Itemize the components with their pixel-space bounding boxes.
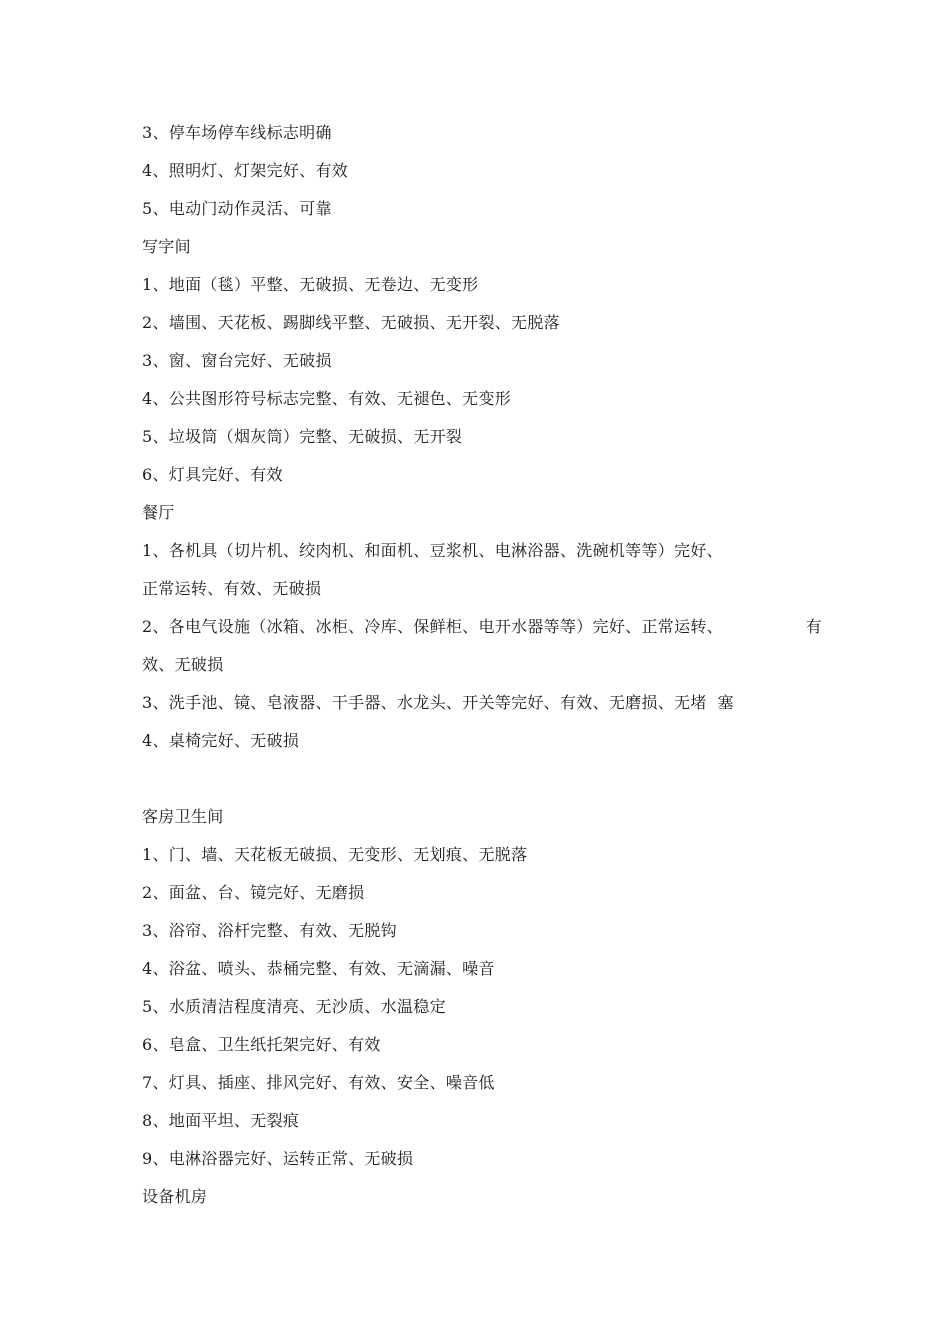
text-line-justified <box>142 608 822 646</box>
text-line: 4、照明灯、灯架完好、有效 <box>142 161 349 180</box>
text-line: 8、地面平坦、无裂痕 <box>142 1111 300 1130</box>
text-line-part: 有 <box>805 617 822 636</box>
text-line: 2、墙围、天花板、踢脚线平整、无破损、无开裂、无脱落 <box>142 313 560 332</box>
text-line: 9、电淋浴器完好、运转正常、无破损 <box>142 1149 414 1168</box>
section-heading-dining: 餐厅 <box>142 503 175 522</box>
text-line: 1、各机具（切片机、绞肉机、和面机、豆浆机、电淋浴器、洗碗机等等）完好、 <box>142 541 723 560</box>
text-line: 1、门、墙、天花板无破损、无变形、无划痕、无脱落 <box>142 845 528 864</box>
document-page <box>142 114 822 1216</box>
text-line: 3、洗手池、镜、皂液器、干手器、水龙头、开关等完好、有效、无磨损、无堵 塞 <box>142 693 734 712</box>
section-heading-guest-bathroom: 客房卫生间 <box>142 807 224 826</box>
text-line-part: 2、各电气设施（冰箱、冰柜、冷库、保鲜柜、电开水器等等）完好、正常运转、 <box>142 617 723 636</box>
text-line: 正常运转、有效、无破损 <box>142 579 322 598</box>
text-line: 效、无破损 <box>142 655 224 674</box>
text-line: 4、公共图形符号标志完整、有效、无褪色、无变形 <box>142 389 512 408</box>
text-line: 4、浴盆、喷头、恭桶完整、有效、无滴漏、噪音 <box>142 959 495 978</box>
section-heading-equipment-room: 设备机房 <box>142 1187 208 1206</box>
text-line: 5、垃圾筒（烟灰筒）完整、无破损、无开裂 <box>142 427 463 446</box>
text-line: 5、水质清洁程度清亮、无沙质、水温稳定 <box>142 997 446 1016</box>
text-line: 6、灯具完好、有效 <box>142 465 283 484</box>
text-line: 4、桌椅完好、无破损 <box>142 731 300 750</box>
text-block-top <box>142 114 822 608</box>
text-line: 6、皂盒、卫生纸托架完好、有效 <box>142 1035 381 1054</box>
paragraph-gap <box>142 760 822 798</box>
text-line: 3、浴帘、浴杆完整、有效、无脱钩 <box>142 921 397 940</box>
text-block-mid <box>142 646 822 760</box>
text-block-bottom <box>142 798 822 1216</box>
text-line: 7、灯具、插座、排风完好、有效、安全、噪音低 <box>142 1073 495 1092</box>
text-line: 2、面盆、台、镜完好、无磨损 <box>142 883 365 902</box>
section-heading-office: 写字间 <box>142 237 191 256</box>
text-line: 3、窗、窗台完好、无破损 <box>142 351 332 370</box>
text-line: 1、地面（毯）平整、无破损、无卷边、无变形 <box>142 275 479 294</box>
text-line: 3、停车场停车线标志明确 <box>142 123 332 142</box>
text-line: 5、电动门动作灵活、可靠 <box>142 199 332 218</box>
